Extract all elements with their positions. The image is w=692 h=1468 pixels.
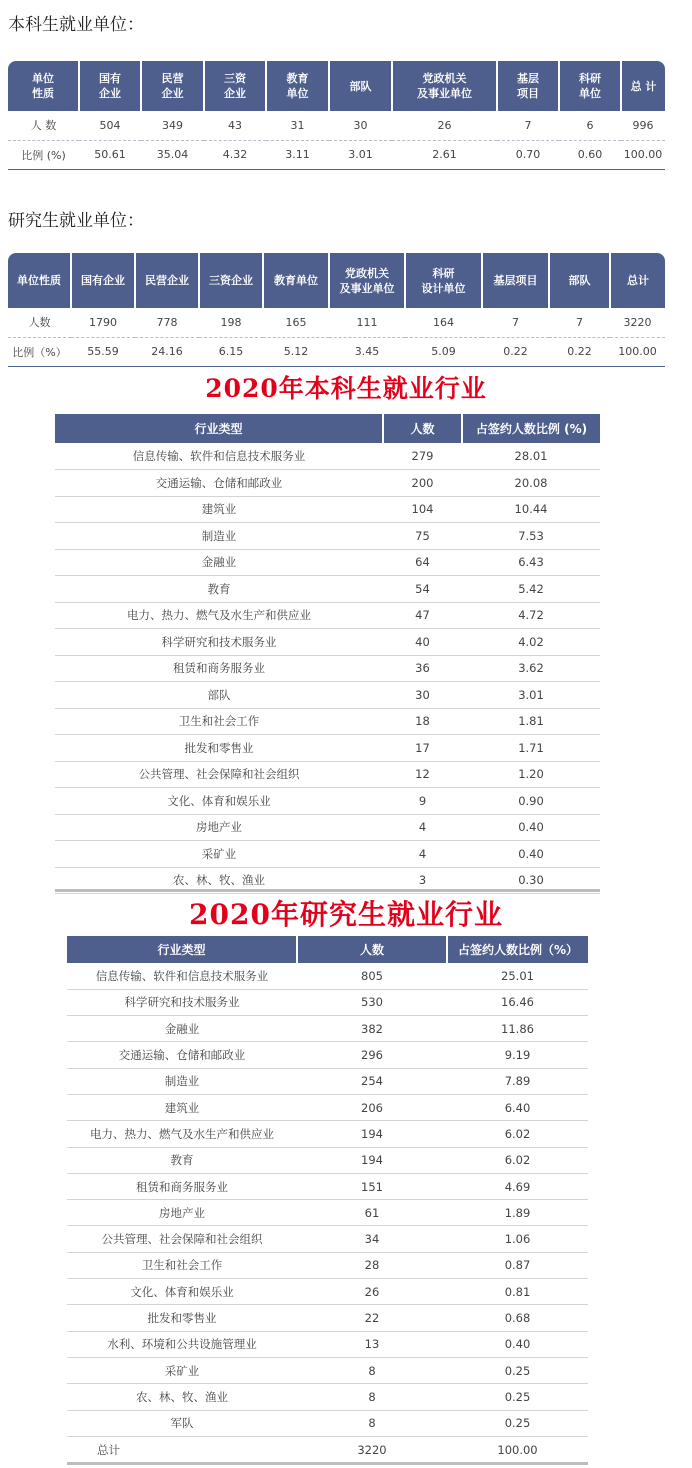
ug_industry-cell: 47 bbox=[383, 602, 462, 629]
grad_industry-column-header: 人数 bbox=[297, 936, 447, 963]
ug_units-header-text: 科研 bbox=[579, 72, 601, 85]
ug_industry-cell: 卫生和社会工作 bbox=[55, 708, 383, 735]
ug_units-header-cell bbox=[141, 61, 204, 111]
grad_industry-cell: 卫生和社会工作 bbox=[67, 1252, 297, 1278]
grad_units-header-cell bbox=[405, 253, 482, 308]
grad_industry-cell: 0.40 bbox=[447, 1331, 588, 1357]
grad_units-header-cell bbox=[263, 253, 329, 308]
ug_industry-row bbox=[55, 682, 600, 709]
grad_units-cell: 165 bbox=[263, 308, 329, 337]
grad_units-data-row bbox=[8, 308, 665, 337]
ug-industry-table bbox=[55, 414, 600, 894]
ug_industry-cell: 10.44 bbox=[462, 496, 600, 523]
grad_industry-cell: 农、林、牧、渔业 bbox=[67, 1384, 297, 1410]
ug_industry-cell: 农、林、牧、渔业 bbox=[55, 867, 383, 894]
ug_units-header-cell bbox=[204, 61, 266, 111]
grad_industry-cell: 6.02 bbox=[447, 1121, 588, 1147]
ug_industry-cell: 教育 bbox=[55, 576, 383, 603]
ug_industry-row bbox=[55, 761, 600, 788]
grad_units-header-text: 党政机关 bbox=[345, 266, 389, 280]
ug_units-cell: 996 bbox=[621, 111, 665, 140]
ug_units-header-text: 基层 bbox=[517, 72, 539, 85]
ug_industry-cell: 公共管理、社会保障和社会组织 bbox=[55, 761, 383, 788]
ug_units-header-text: 总 计 bbox=[630, 79, 657, 93]
ug_industry-row bbox=[55, 788, 600, 815]
grad_industry-cell: 34 bbox=[297, 1226, 447, 1252]
ug_industry-row bbox=[55, 443, 600, 470]
ug_industry-cell: 信息传输、软件和信息技术服务业 bbox=[55, 443, 383, 470]
ug_industry-cell: 3 bbox=[383, 867, 462, 894]
grad_industry-cell: 公共管理、社会保障和社会组织 bbox=[67, 1226, 297, 1252]
ug_units-cell: 504 bbox=[79, 111, 141, 140]
grad_units-header-cell bbox=[549, 253, 610, 308]
grad_units-cell: 7 bbox=[482, 308, 549, 337]
ug_industry-row bbox=[55, 602, 600, 629]
grad_industry-cell: 0.87 bbox=[447, 1252, 588, 1278]
grad_industry-cell: 530 bbox=[297, 989, 447, 1015]
ug_industry-row bbox=[55, 814, 600, 841]
ug_units-cell: 3.11 bbox=[266, 140, 329, 169]
grad_industry-header-row bbox=[67, 936, 588, 963]
ug_industry-cell: 9 bbox=[383, 788, 462, 815]
ug_industry-header-row bbox=[55, 414, 600, 443]
ug_industry-cell: 18 bbox=[383, 708, 462, 735]
ug_industry-cell: 批发和零售业 bbox=[55, 735, 383, 762]
ug_industry-row bbox=[55, 655, 600, 682]
grad_units-cell: 人数 bbox=[8, 308, 71, 337]
grad_industry-row bbox=[67, 1068, 588, 1094]
grad_units-cell: 24.16 bbox=[135, 337, 199, 366]
grad_units-header-cell bbox=[8, 253, 71, 308]
grad_industry-cell: 8 bbox=[297, 1410, 447, 1436]
ug_industry-cell: 104 bbox=[383, 496, 462, 523]
grad_industry-row bbox=[67, 1384, 588, 1410]
grad_units-cell: 3220 bbox=[610, 308, 665, 337]
grad_units-cell: 111 bbox=[329, 308, 405, 337]
grad_industry-cell: 房地产业 bbox=[67, 1200, 297, 1226]
ug_industry-cell: 0.30 bbox=[462, 867, 600, 894]
grad_industry-cell: 交通运输、仓储和邮政业 bbox=[67, 1042, 297, 1068]
grad_units-header-text: 部队 bbox=[568, 274, 591, 287]
grad_industry-cell: 6.40 bbox=[447, 1094, 588, 1120]
grad_units-header-text: 民营企业 bbox=[145, 274, 189, 287]
ug_units-header-text: 单位 bbox=[579, 87, 601, 100]
grad_units-cell: 778 bbox=[135, 308, 199, 337]
ug-industry-title: 2020年本科生就业行业 bbox=[205, 374, 487, 403]
grad_industry-row bbox=[67, 1121, 588, 1147]
grad_industry-cell: 206 bbox=[297, 1094, 447, 1120]
grad_industry-row bbox=[67, 1331, 588, 1357]
grad_units-header-text: 基层项目 bbox=[493, 274, 538, 287]
ug_units-cell: 比例 (%) bbox=[8, 140, 79, 169]
grad_industry-row bbox=[67, 1357, 588, 1383]
grad_industry-cell: 382 bbox=[297, 1016, 447, 1042]
ug_units-cell: 3.01 bbox=[329, 140, 392, 169]
grad_units-header-cell bbox=[135, 253, 199, 308]
grad_units-header-text: 教育单位 bbox=[274, 274, 318, 287]
grad_industry-row bbox=[67, 1094, 588, 1120]
grad_industry-cell: 26 bbox=[297, 1279, 447, 1305]
ug_industry-cell: 4 bbox=[383, 814, 462, 841]
ug_industry-cell: 1.71 bbox=[462, 735, 600, 762]
ug_units-header-text: 部队 bbox=[349, 79, 372, 93]
ug_industry-cell: 制造业 bbox=[55, 523, 383, 550]
ug_industry-cell: 电力、热力、燃气及水生产和供应业 bbox=[55, 602, 383, 629]
grad_units-header-cell bbox=[610, 253, 665, 308]
ug_industry-cell: 7.53 bbox=[462, 523, 600, 550]
grad_industry-cell: 1.89 bbox=[447, 1200, 588, 1226]
grad_industry-cell: 0.25 bbox=[447, 1384, 588, 1410]
grad_units-header-text: 科研 bbox=[432, 266, 455, 280]
grad_units-cell: 比例（%） bbox=[8, 337, 71, 366]
grad_industry-cell: 194 bbox=[297, 1121, 447, 1147]
grad_units-header-row bbox=[8, 253, 665, 308]
grad_industry-cell: 教育 bbox=[67, 1147, 297, 1173]
ug_units-header-text: 单位 bbox=[32, 72, 54, 85]
grad_industry-total-cell: 100.00 bbox=[497, 1442, 538, 1457]
grad_industry-cell: 0.25 bbox=[447, 1410, 588, 1436]
grad-industry-table bbox=[67, 936, 588, 1463]
ug_industry-cell: 部队 bbox=[55, 682, 383, 709]
grad_industry-cell: 13 bbox=[297, 1331, 447, 1357]
ug_units-header-cell bbox=[8, 61, 79, 111]
ug_industry-cell: 28.01 bbox=[462, 443, 600, 470]
ug_industry-column-header: 行业类型 bbox=[55, 414, 383, 443]
ug_industry-cell: 建筑业 bbox=[55, 496, 383, 523]
ug_units-cell: 349 bbox=[141, 111, 204, 140]
ug_units-header-text: 教育 bbox=[286, 72, 309, 85]
grad_industry-cell: 租赁和商务服务业 bbox=[67, 1173, 297, 1199]
grad_units-header-cell bbox=[329, 253, 405, 308]
ug_industry-cell: 12 bbox=[383, 761, 462, 788]
ug_units-header-text: 民营 bbox=[161, 72, 184, 85]
grad_industry-row bbox=[67, 1252, 588, 1278]
ug_units-cell: 26 bbox=[392, 111, 497, 140]
grad_units-header-text: 三资企业 bbox=[209, 274, 253, 287]
ug_industry-cell: 279 bbox=[383, 443, 462, 470]
ug_units-header-text: 三资 bbox=[224, 72, 246, 85]
grad_units-cell: 5.12 bbox=[263, 337, 329, 366]
grad_industry-cell: 296 bbox=[297, 1042, 447, 1068]
grad_industry-cell: 批发和零售业 bbox=[67, 1305, 297, 1331]
ug_industry-column-header: 占签约人数比例 (%) bbox=[462, 414, 600, 443]
ug_industry-row bbox=[55, 523, 600, 550]
ug_units-cell: 35.04 bbox=[141, 140, 204, 169]
grad_industry-cell: 1.06 bbox=[447, 1226, 588, 1252]
ug_industry-cell: 文化、体育和娱乐业 bbox=[55, 788, 383, 815]
ug_units-cell: 2.61 bbox=[392, 140, 497, 169]
ug_industry-cell: 0.90 bbox=[462, 788, 600, 815]
ug_units-header-text: 企业 bbox=[99, 87, 121, 100]
grad_industry-cell: 7.89 bbox=[447, 1068, 588, 1094]
grad_units-header-cell bbox=[482, 253, 549, 308]
grad_industry-total-cell: 3220 bbox=[357, 1442, 387, 1457]
ug_units-header-cell bbox=[266, 61, 329, 111]
ug_units-header-text: 项目 bbox=[517, 87, 539, 100]
grad-industry-bottom-bar bbox=[67, 1462, 588, 1465]
ug_industry-cell: 1.81 bbox=[462, 708, 600, 735]
ug_units-header-cell bbox=[559, 61, 621, 111]
grad_industry-cell: 水利、环境和公共设施管理业 bbox=[67, 1331, 297, 1357]
ug_industry-row bbox=[55, 549, 600, 576]
ug_industry-cell: 5.42 bbox=[462, 576, 600, 603]
grad_units-cell: 0.22 bbox=[482, 337, 549, 366]
grad_industry-cell: 8 bbox=[297, 1357, 447, 1383]
grad_industry-total-cell: 总计 bbox=[97, 1442, 120, 1457]
ug_units-header-cell bbox=[497, 61, 559, 111]
ug_industry-row bbox=[55, 841, 600, 868]
ug_units-cell: 4.32 bbox=[204, 140, 266, 169]
grad_units-cell: 55.59 bbox=[71, 337, 135, 366]
ug_industry-cell: 4.02 bbox=[462, 629, 600, 656]
ug_units-cell: 人 数 bbox=[8, 111, 79, 140]
ug_industry-cell: 17 bbox=[383, 735, 462, 762]
grad_units-header-text: 及事业单位 bbox=[339, 281, 395, 295]
grad_industry-cell: 22 bbox=[297, 1305, 447, 1331]
ug_units-header-cell bbox=[329, 61, 392, 111]
ug_industry-row bbox=[55, 576, 600, 603]
grad_industry-cell: 文化、体育和娱乐业 bbox=[67, 1279, 297, 1305]
ug_units-cell: 31 bbox=[266, 111, 329, 140]
grad_industry-cell: 61 bbox=[297, 1200, 447, 1226]
grad_industry-cell: 0.68 bbox=[447, 1305, 588, 1331]
ug_units-header-text: 国有 bbox=[99, 72, 121, 85]
ug_industry-cell: 交通运输、仓储和邮政业 bbox=[55, 470, 383, 497]
grad_units-cell: 3.45 bbox=[329, 337, 405, 366]
grad_units-header-text: 国有企业 bbox=[81, 274, 125, 287]
ug_units-header-text: 及事业单位 bbox=[417, 87, 472, 100]
ug_industry-cell: 40 bbox=[383, 629, 462, 656]
grad_industry-cell: 电力、热力、燃气及水生产和供应业 bbox=[67, 1121, 297, 1147]
grad_industry-row bbox=[67, 1200, 588, 1226]
ug_units-cell: 43 bbox=[204, 111, 266, 140]
grad_industry-row bbox=[67, 1410, 588, 1436]
ug_industry-cell: 0.40 bbox=[462, 841, 600, 868]
ug_industry-cell: 75 bbox=[383, 523, 462, 550]
ug_units-header-text: 企业 bbox=[161, 87, 184, 100]
ug_units-cell: 0.70 bbox=[497, 140, 559, 169]
grad_industry-row bbox=[67, 989, 588, 1015]
ug_industry-cell: 20.08 bbox=[462, 470, 600, 497]
ug_industry-cell: 租赁和商务服务业 bbox=[55, 655, 383, 682]
grad_industry-cell: 194 bbox=[297, 1147, 447, 1173]
ug_industry-cell: 3.62 bbox=[462, 655, 600, 682]
grad_industry-row bbox=[67, 1147, 588, 1173]
grad_industry-cell: 科学研究和技术服务业 bbox=[67, 989, 297, 1015]
grad_units-cell: 198 bbox=[199, 308, 263, 337]
grad-industry-title: 2020年研究生就业行业 bbox=[189, 898, 503, 931]
ug_units-cell: 50.61 bbox=[79, 140, 141, 169]
ug_industry-cell: 64 bbox=[383, 549, 462, 576]
ug_industry-cell: 200 bbox=[383, 470, 462, 497]
ug_units-data-row bbox=[8, 140, 665, 169]
ug_units-cell: 0.60 bbox=[559, 140, 621, 169]
ug_units-header-text: 性质 bbox=[32, 87, 54, 100]
grad_industry-cell: 0.25 bbox=[447, 1357, 588, 1383]
ug_units-header-cell bbox=[621, 61, 665, 111]
ug_industry-cell: 36 bbox=[383, 655, 462, 682]
grad_industry-cell: 0.81 bbox=[447, 1279, 588, 1305]
grad_industry-row bbox=[67, 1226, 588, 1252]
ug-units-table bbox=[8, 61, 665, 170]
ug_industry-cell: 1.20 bbox=[462, 761, 600, 788]
grad_units-header-cell bbox=[199, 253, 263, 308]
ug-units-heading: 本科生就业单位： bbox=[8, 15, 144, 35]
ug_industry-cell: 6.43 bbox=[462, 549, 600, 576]
ug-industry-bottom-bar bbox=[55, 889, 600, 892]
grad_industry-cell: 建筑业 bbox=[67, 1094, 297, 1120]
grad_industry-cell: 6.02 bbox=[447, 1147, 588, 1173]
grad_units-data-row bbox=[8, 337, 665, 366]
grad_units-cell: 164 bbox=[405, 308, 482, 337]
grad_industry-column-header: 占签约人数比例（%） bbox=[447, 936, 588, 963]
grad_industry-cell: 4.69 bbox=[447, 1173, 588, 1199]
grad_units-header-cell bbox=[71, 253, 135, 308]
grad_units-header-text: 单位性质 bbox=[17, 274, 61, 287]
ug_industry-cell: 4.72 bbox=[462, 602, 600, 629]
ug_units-header-cell bbox=[392, 61, 497, 111]
grad_units-cell: 0.22 bbox=[549, 337, 610, 366]
ug_industry-row bbox=[55, 708, 600, 735]
ug_industry-cell: 0.40 bbox=[462, 814, 600, 841]
ug_industry-cell: 采矿业 bbox=[55, 841, 383, 868]
grad_industry-cell: 11.86 bbox=[447, 1016, 588, 1042]
grad_industry-row bbox=[67, 1042, 588, 1068]
ug_units-header-row bbox=[8, 61, 665, 111]
grad_industry-column-header: 行业类型 bbox=[67, 936, 297, 963]
ug_industry-cell: 54 bbox=[383, 576, 462, 603]
grad_industry-row bbox=[67, 963, 588, 989]
ug_units-cell: 7 bbox=[497, 111, 559, 140]
grad_industry-cell: 28 bbox=[297, 1252, 447, 1278]
ug_units-header-cell bbox=[79, 61, 141, 111]
grad_units-cell: 1790 bbox=[71, 308, 135, 337]
ug_industry-row bbox=[55, 629, 600, 656]
ug_units-cell: 6 bbox=[559, 111, 621, 140]
grad_industry-cell: 9.19 bbox=[447, 1042, 588, 1068]
ug_industry-cell: 房地产业 bbox=[55, 814, 383, 841]
grad_industry-cell: 制造业 bbox=[67, 1068, 297, 1094]
grad-units-table bbox=[8, 253, 665, 367]
grad_units-header-text: 总计 bbox=[627, 274, 649, 287]
ug_industry-column-header: 人数 bbox=[383, 414, 462, 443]
ug_industry-cell: 4 bbox=[383, 841, 462, 868]
grad_units-cell: 6.15 bbox=[199, 337, 263, 366]
ug_units-cell: 30 bbox=[329, 111, 392, 140]
grad_units-cell: 5.09 bbox=[405, 337, 482, 366]
grad_units-header-text: 设计单位 bbox=[421, 281, 466, 295]
grad_industry-cell: 采矿业 bbox=[67, 1357, 297, 1383]
ug_units-cell: 100.00 bbox=[621, 140, 665, 169]
ug_industry-cell: 金融业 bbox=[55, 549, 383, 576]
grad_industry-cell: 信息传输、软件和信息技术服务业 bbox=[67, 963, 297, 989]
ug_industry-row bbox=[55, 470, 600, 497]
ug_industry-row bbox=[55, 496, 600, 523]
grad_industry-cell: 金融业 bbox=[67, 1016, 297, 1042]
grad_industry-cell: 16.46 bbox=[447, 989, 588, 1015]
grad_industry-row bbox=[67, 1173, 588, 1199]
ug_units-header-text: 单位 bbox=[286, 87, 309, 100]
grad_industry-total-row bbox=[67, 1436, 588, 1462]
grad_industry-cell: 254 bbox=[297, 1068, 447, 1094]
ug_industry-cell: 科学研究和技术服务业 bbox=[55, 629, 383, 656]
ug_units-header-text: 企业 bbox=[224, 87, 246, 100]
grad_industry-cell: 805 bbox=[297, 963, 447, 989]
grad_units-cell: 100.00 bbox=[610, 337, 665, 366]
ug_units-data-row bbox=[8, 111, 665, 140]
ug_units-header-text: 党政机关 bbox=[422, 72, 467, 85]
grad_industry-cell: 25.01 bbox=[447, 963, 588, 989]
ug_industry-cell: 3.01 bbox=[462, 682, 600, 709]
ug_industry-row bbox=[55, 735, 600, 762]
grad_units-cell: 7 bbox=[549, 308, 610, 337]
grad_industry-cell: 8 bbox=[297, 1384, 447, 1410]
grad_industry-cell: 151 bbox=[297, 1173, 447, 1199]
grad-units-heading: 研究生就业单位： bbox=[8, 211, 144, 231]
grad_industry-row bbox=[67, 1016, 588, 1042]
grad_industry-row bbox=[67, 1305, 588, 1331]
grad_industry-cell: 军队 bbox=[67, 1410, 297, 1436]
ug_industry-cell: 30 bbox=[383, 682, 462, 709]
grad_industry-row bbox=[67, 1279, 588, 1305]
